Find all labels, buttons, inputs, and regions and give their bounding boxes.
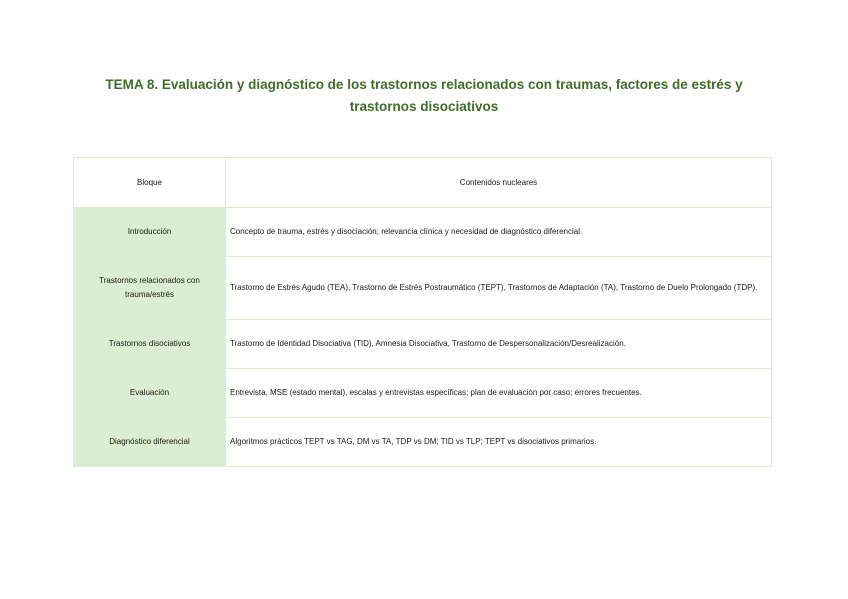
row-block-cell: Trastornos relacionados con trauma/estrés xyxy=(74,257,226,320)
page-title: TEMA 8. Evaluación y diagnóstico de los trastornos relacionados con traumas, factores de estrés y trastornos disociativos xyxy=(105,77,743,114)
row-content-cell: Trastorno de Identidad Disociativa (TID), Amnesia Disociativa, Trastorno de Despersonalización/Desrealización. xyxy=(226,320,772,369)
row-content-cell: Trastorno de Estrés Agudo (TEA), Trastorno de Estrés Postraumático (TEPT), Trastornos de Adaptación (TA), Trastorno de Duelo Prolongado (TDP). xyxy=(226,257,772,320)
table-row xyxy=(74,208,772,257)
table-row xyxy=(74,320,772,369)
row-content-cell: Concepto de trauma, estrés y disociación; relevancia clínica y necesidad de diagnóstico diferencial. xyxy=(226,208,772,257)
row-block-cell: Evaluación xyxy=(74,369,226,418)
row-block-cell: Diagnóstico diferencial xyxy=(74,418,226,467)
row-content-cell: Entrevista, MSE (estado mental), escalas y entrevistas específicas; plan de evaluación por caso; errores frecuentes. xyxy=(226,369,772,418)
header-content: Contenidos nucleares xyxy=(226,158,772,208)
row-block-cell: Introducción xyxy=(74,208,226,257)
row-block-cell: Trastornos disociativos xyxy=(74,320,226,369)
content-table xyxy=(73,157,772,467)
table-row xyxy=(74,257,772,320)
header-block: Bloque xyxy=(74,158,226,208)
table-row xyxy=(74,418,772,467)
table-row xyxy=(74,369,772,418)
row-content-cell: Algoritmos prácticos TEPT vs TAG, DM vs TA, TDP vs DM; TID vs TLP; TEPT vs disociativos primarios. xyxy=(226,418,772,467)
table-header-row xyxy=(74,158,772,208)
